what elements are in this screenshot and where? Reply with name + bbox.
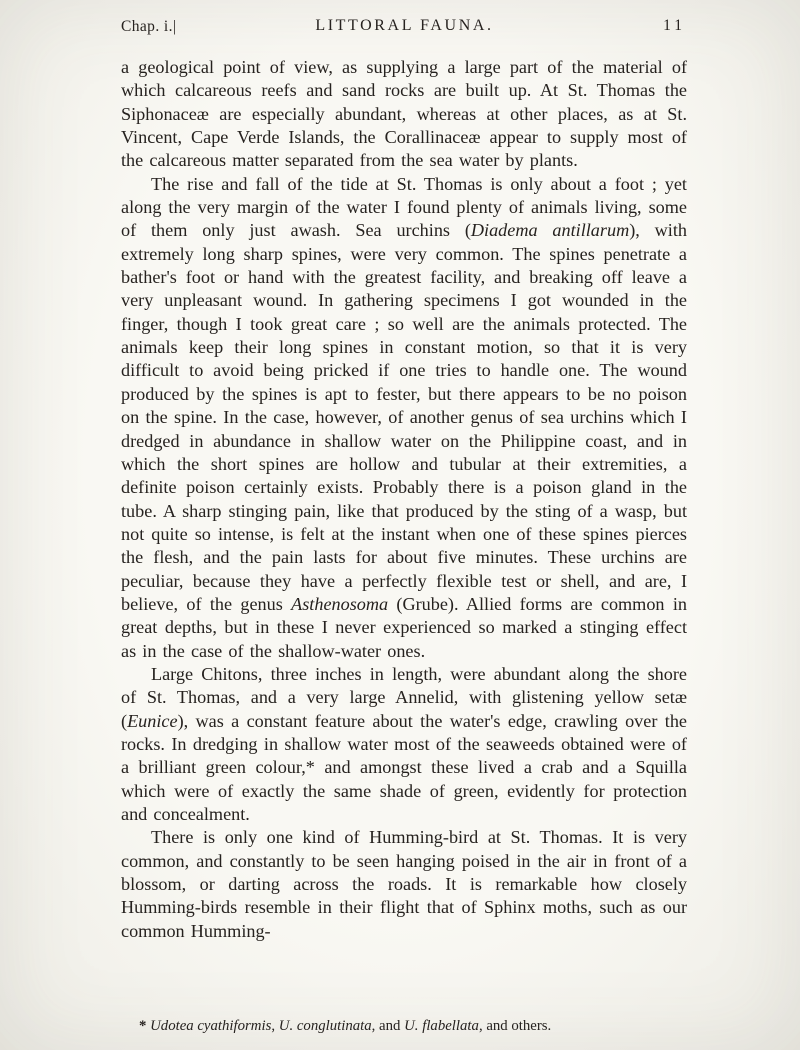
species-name: U. conglutinata [278,1018,372,1034]
chapter-label: Chap. i.| [121,18,177,35]
running-title: LITTORAL FAUNA. [315,17,494,34]
paragraph-text: ), was a constant feature about the water's edge, crawling over the rocks. In dredging in shallow water most of the seaweeds obtained were of a brilliant green colour,* and amongst these lived a crab and a Squilla which were of exactly the same shade of green, evidently for protection and concealment. [121,710,687,824]
species-name: U. flabellata [404,1018,479,1034]
genus-name: Asthenosoma [291,593,389,614]
paragraph-1 [121,56,687,173]
species-name: Udotea cyathiformis [150,1018,272,1034]
footnote-text: , and others. [478,1018,552,1034]
footnote-asterisk: * [139,1018,151,1034]
paragraph-text: (Grube). Allied forms are common in great depths, but in these I never experienced so marked a stinging effect as in the case of the shallow-water ones. [121,593,687,661]
species-name: Diadema antillarum [470,220,630,241]
page-number: 11 [663,17,686,34]
paragraph-text: ), with extremely long sharp spines, were very common. The spines penetrate a bather's foot or hand with the greatest facility, and breaking off leave a very unpleasant wound. In gathering specimens I got wounded in the finger, though I took great care ; so well are the animals protected. The animals keep their long spines in constant motion, so that it is very difficult to avoid being pricked if one tries to handle one. The wound produced by the spines is apt to fester, but there appears to be no poison on the spine. In the case, however, of another genus of sea urchins which I dredged in abundance in shallow water on the Philippine coast, and in which the short spines are hollow and tubular at their extremities, a definite poison certainly exists. Probably there is a poison gland in the tube. A sharp stinging pain, like that produced by the sting of a wasp, but not quite so intense, is felt at the instant when one of these spines pierces the flesh, and the pain lasts for about five minutes. These urchins are peculiar, because they have a perfectly flexible test or shell, and are, I believe, of the genus [121,220,687,614]
paragraph-text: The rise and fall of the tide at St. Thomas is only about a foot ; yet along the very margin of the water I found plenty of animals living, some of them only just awash. Sea urchins ( [121,173,687,241]
paragraph-text: There is only one kind of Humming-bird at St. Thomas. It is very common, and constantly to be seen hanging poised in the air in front of a blossom, or darting across the roads. It is remarkable how closely Humming-birds resemble in their flight that of Sphinx moths, such as our common Humming- [121,827,687,941]
footnote-text: , and [371,1018,405,1034]
paragraph-text: Large Chitons, three inches in length, were abundant along the shore of St. Thomas, and a very large Annelid, with glistening yellow setæ ( [121,663,687,731]
paragraph-4 [121,826,687,943]
page-header [121,17,688,41]
footnote [139,1017,680,1035]
page-body [121,56,687,998]
paragraph-text: a geological point of view, as supplying a large part of the material of which calcareous reefs and sand rocks are built up. At St. Thomas the Siphonaceæ are especially abundant, whereas at other places, as at St. Vincent, Cape Verde Islands, the Corallinaceæ appear to supply most of the calcareous matter separated from the sea water by plants. [121,57,687,171]
paragraph-2 [121,173,687,663]
genus-name: Eunice [127,710,178,731]
footnote-text: , [271,1018,279,1034]
paragraph-3 [121,663,687,826]
